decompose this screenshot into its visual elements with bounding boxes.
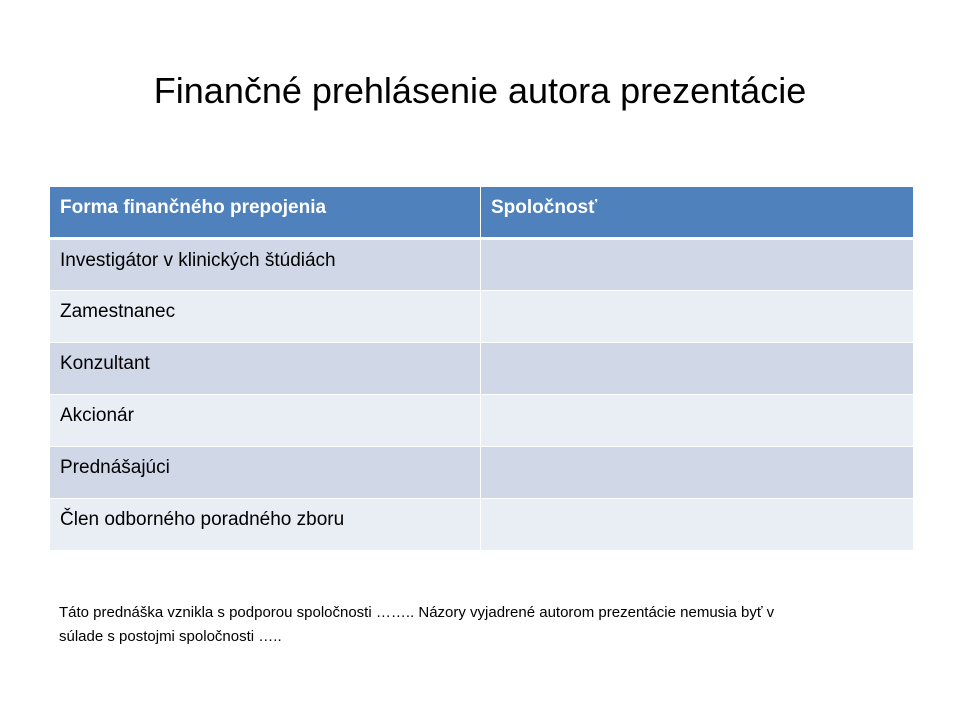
row-label: Investigátor v klinických štúdiách: [50, 239, 481, 291]
row-label: Člen odborného poradného zboru: [50, 499, 481, 551]
row-company-cell: [481, 291, 914, 343]
row-label: Konzultant: [50, 343, 481, 395]
row-label: Akcionár: [50, 395, 481, 447]
footnote-line-2: súlade s postojmi spoločnosti …..: [59, 628, 282, 645]
sponsorship-footnote: [59, 601, 889, 649]
header-financial-link-type: Forma finančného prepojenia: [50, 187, 481, 239]
disclosure-table: [49, 186, 914, 551]
table-row: [50, 395, 914, 447]
row-company-cell: [481, 499, 914, 551]
row-label: Zamestnanec: [50, 291, 481, 343]
table-row: [50, 499, 914, 551]
row-company-cell: [481, 447, 914, 499]
header-company: Spoločnosť: [481, 187, 914, 239]
table-header-row: [50, 187, 914, 239]
footnote-line-1: Táto prednáška vznikla s podporou spoločnosti …….. Názory vyjadrené autorom prezentácie nemusia byť v: [59, 604, 775, 621]
row-company-cell: [481, 395, 914, 447]
table-row: [50, 343, 914, 395]
row-company-cell: [481, 343, 914, 395]
table-row: [50, 447, 914, 499]
slide-title: Finančné prehlásenie autora prezentácie: [153, 70, 807, 111]
row-company-cell: [481, 239, 914, 291]
table-row: [50, 291, 914, 343]
row-label: Prednášajúci: [50, 447, 481, 499]
table-row: [50, 239, 914, 291]
